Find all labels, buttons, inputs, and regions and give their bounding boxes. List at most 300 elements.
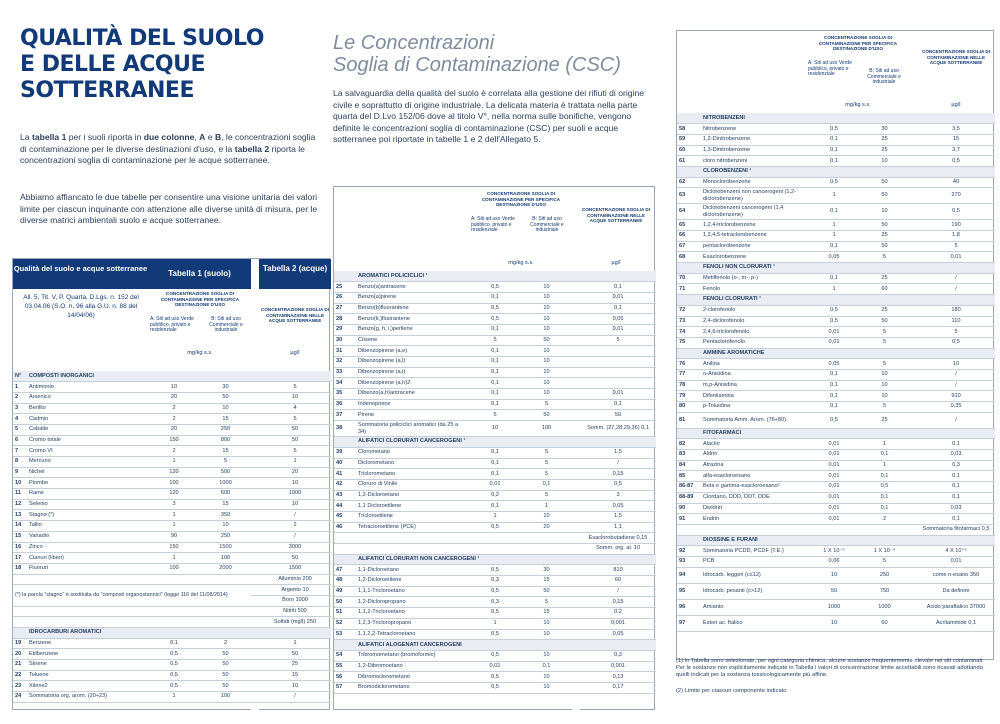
value-col-b: 250 [200, 531, 251, 542]
row-number: 11 [13, 489, 27, 500]
value-col-b: 0,1 [521, 479, 572, 490]
substance-name: Cadmio [27, 414, 148, 425]
table-cell [917, 535, 995, 546]
value-col-a: 0,05 [808, 359, 860, 370]
value-col-a: 2 [148, 403, 200, 414]
value-acque: / [917, 380, 995, 391]
substance-name: Tallio [27, 521, 148, 532]
row-number: 92 [677, 546, 701, 557]
column-gap [572, 271, 580, 282]
table-cell [334, 554, 356, 565]
section-row [677, 166, 995, 177]
column-gap [909, 220, 917, 231]
row-number: 75 [677, 337, 701, 348]
row-number: 55 [334, 661, 356, 672]
column-gap [251, 435, 259, 446]
row-number: 50 [334, 597, 356, 608]
row-number: 52 [334, 618, 356, 629]
value-col-a: 0,3 [469, 597, 521, 608]
value-col-a: 1 [808, 188, 860, 204]
value-acque: 0,001 [580, 661, 656, 672]
value-col-a: 0,5 [469, 672, 521, 683]
row-number: 9 [13, 467, 27, 478]
table-row [334, 522, 656, 533]
substance-name: Indenopirene [356, 399, 469, 410]
value-col-b: 5 [521, 399, 572, 410]
value-col-b: 100 [521, 421, 572, 437]
column-gap [251, 617, 259, 628]
column-gap [909, 514, 917, 525]
table-row [334, 469, 656, 480]
extra-acque-value: Boro 1000 [259, 595, 331, 606]
value-col-a: 1 [148, 553, 200, 564]
table-cell [677, 535, 701, 546]
row-number: 70 [677, 273, 701, 284]
value-col-a: 1 [469, 618, 521, 629]
substance-name: Esaclorobenzene [701, 252, 808, 263]
table-cell [677, 295, 701, 306]
value-acque: Somm. (27,28,29,36) 0,1 [580, 421, 656, 437]
value-acque: 0,5 [580, 479, 656, 490]
value-acque: 0,1 [917, 492, 995, 503]
footnote-2: (2) Limite per ciascun componente indicato [676, 688, 787, 694]
row-number: 42 [334, 479, 356, 490]
substance-name: Pirene [356, 410, 469, 421]
substance-name: Benzo(a)pirene [356, 292, 469, 303]
substance-name: Aldrin [701, 450, 808, 461]
column-gap [572, 608, 580, 619]
column-gap [572, 565, 580, 576]
value-col-b: 25 [860, 273, 909, 284]
table-row [677, 231, 995, 242]
table-row [13, 499, 331, 510]
column-gap [572, 672, 580, 683]
table-row [334, 533, 656, 544]
value-col-b: 5 [860, 359, 909, 370]
substance-name: PCB [701, 556, 808, 567]
table-cell [580, 437, 656, 448]
column-gap [909, 412, 917, 428]
table-cell [334, 271, 356, 282]
table-row [13, 649, 331, 660]
value-col-a: 0,01 [808, 439, 860, 450]
row-number: 73 [677, 316, 701, 327]
table-row [334, 324, 656, 335]
value-col-b: 10 [521, 618, 572, 629]
table-cell [13, 617, 251, 628]
row-number: 43 [334, 490, 356, 501]
value-acque: 0,1 [917, 514, 995, 525]
column-gap [909, 369, 917, 380]
title-line: SOTTERRANEE [20, 78, 194, 103]
value-acque: / [917, 273, 995, 284]
value-col-a: 0,5 [469, 565, 521, 576]
table-row [677, 492, 995, 503]
extra-acque-value: Argento 10 [259, 585, 331, 596]
value-col-b: 1 [860, 460, 909, 471]
value-col-a: 0,01 [808, 492, 860, 503]
column-gap [572, 586, 580, 597]
substance-name: 1,2-Dicloropropano [356, 597, 469, 608]
column-gap [251, 382, 259, 393]
value-col-b: 10 [521, 629, 572, 640]
column-gap [251, 521, 259, 532]
value-acque: 1 [259, 457, 331, 468]
table-row [13, 489, 331, 500]
substance-name: 1,1,2-Tricloroetano [356, 608, 469, 619]
row-number: 26 [334, 292, 356, 303]
value-acque: 0,01 [580, 389, 656, 400]
value-col-a: 0,01 [808, 460, 860, 471]
column-gap [251, 585, 259, 596]
table-row [677, 359, 995, 370]
value-col-a: 0,01 [808, 327, 860, 338]
value-acque [580, 357, 656, 368]
value-col-b: 0,5 [860, 482, 909, 493]
value-col-b: 25 [860, 231, 909, 242]
value-col-a: 0,5 [469, 586, 521, 597]
table-cell [580, 554, 656, 565]
table-row [13, 457, 331, 468]
value-col-a: 10 [148, 382, 200, 393]
table-row [677, 124, 995, 135]
column-gap [909, 124, 917, 135]
table-row [334, 618, 656, 629]
value-col-b: 30 [521, 565, 572, 576]
column-gap [572, 378, 580, 389]
value-col-b: 10 [860, 391, 909, 402]
section-row [677, 348, 995, 359]
row-number: 94 [677, 567, 701, 583]
column-gap [251, 467, 259, 478]
value-col-b: 1 [860, 439, 909, 450]
value-col-a: 100 [148, 478, 200, 489]
table-row [677, 460, 995, 471]
column-gap [251, 371, 259, 382]
value-acque: Acrilammide 0,1 [917, 615, 995, 631]
table-row [677, 156, 995, 167]
value-col-a: 0,01 [808, 471, 860, 482]
row-number: 33 [334, 367, 356, 378]
substance-name: 1,1-Dicloroetano [356, 565, 469, 576]
table-row [334, 544, 656, 555]
value-col-a: 0,5 [148, 660, 200, 671]
value-col-a: 0,01 [469, 661, 521, 672]
table-cell [334, 544, 572, 555]
table-1-block [12, 258, 330, 710]
csc-suolo-label: CONCENTRAZIONE SOGLIA DI CONTAMINAZIONE PER SPECIFICA DESTINAZIONE D'USO [160, 291, 240, 308]
column-gap [572, 389, 580, 400]
column-gap [572, 447, 580, 458]
section-row [13, 371, 331, 382]
substance-name: Nichel [27, 467, 148, 478]
intro-left-1: La tabella 1 per i suoli riporta in due colonne, A e B, le concentrazioni soglia di contaminazione per le diverse destinazioni d'uso, e la tabella 2 riporta le concentrazioni soglia di contaminazione per le acque sotterranee. [20, 132, 316, 166]
column-gap [572, 458, 580, 469]
row-number: 30 [334, 335, 356, 346]
column-gap [909, 284, 917, 295]
value-col-b: 2 [200, 638, 251, 649]
value-col-b: 50 [860, 241, 909, 252]
substance-name: 1,2,4-triclorobenzene [701, 220, 808, 231]
substance-name: 1,2,3-Tricloropropano [356, 618, 469, 629]
column-gap [251, 531, 259, 542]
header-qualita: Qualità del suolo e acque sotterranee [13, 259, 148, 289]
value-col-b: 10 [521, 357, 572, 368]
value-col-b: 50 [860, 177, 909, 188]
table-row [334, 661, 656, 672]
value-acque: 0,01 [580, 292, 656, 303]
value-acque: 40 [917, 177, 995, 188]
value-acque: 5 [259, 382, 331, 393]
substance-name: Sommatoria PCDD, PCDF (T.E.) [701, 546, 808, 557]
column-gap [572, 490, 580, 501]
value-col-b: 10 [521, 672, 572, 683]
column-gap [572, 501, 580, 512]
column-gap [572, 282, 580, 293]
value-acque: 1000 [259, 489, 331, 500]
col-b-label: B: Siti ad uso Commerciale e industriale [209, 316, 243, 334]
table-row [677, 583, 995, 599]
value-col-a: 0,5 [469, 682, 521, 693]
value-acque: 0,03 [917, 450, 995, 461]
value-acque: 0,5 [917, 204, 995, 220]
substance-name: Dibenzopirene (a,i) [356, 367, 469, 378]
value-acque: 810 [580, 565, 656, 576]
column-gap [572, 303, 580, 314]
section-label: ALIFATICI CLORURATI NON CANCEROGENI ¹ [356, 554, 572, 565]
substance-name: pentaclorobenzene [701, 241, 808, 252]
value-acque: 0,03 [917, 503, 995, 514]
column-gap [251, 542, 259, 553]
value-col-b: 25 [860, 134, 909, 145]
value-col-a: 1 X 10⁻⁵ [808, 546, 860, 557]
column-gap [572, 314, 580, 325]
substance-name: Pentaclorofenolo [701, 337, 808, 348]
value-col-b: 30 [200, 382, 251, 393]
csc-acque-label: CONCENTRAZIONE SOGLIA DI CONTAMINAZIONE NELLE ACQUE SOTTERRANEE [582, 207, 650, 224]
column-gap [251, 424, 259, 435]
substance-name: Monoclorobenzene [701, 177, 808, 188]
value-acque: 3000 [259, 542, 331, 553]
value-col-a: 0,5 [469, 608, 521, 619]
column-gap [251, 692, 259, 703]
table-row [13, 446, 331, 457]
row-number: 80 [677, 402, 701, 413]
substance-name: Difenilamina [701, 391, 808, 402]
substance-name: Esteri ac. ftalico [701, 615, 808, 631]
value-acque: 190 [917, 220, 995, 231]
row-number: 34 [334, 378, 356, 389]
value-col-a: 3 [148, 499, 200, 510]
column-gap [251, 574, 259, 585]
value-col-a: 120 [148, 489, 200, 500]
substance-name: Idrocarb. pesanti (c>12) [701, 583, 808, 599]
column-gap [909, 492, 917, 503]
value-col-b: 30 [860, 124, 909, 135]
value-acque: 15 [917, 134, 995, 145]
table-row [334, 586, 656, 597]
value-acque: / [259, 531, 331, 542]
value-acque: / [917, 412, 995, 428]
value-acque: 0,1 [580, 282, 656, 293]
column-gap [572, 479, 580, 490]
table-cell: (*) la parola "stagno" è sostituita da "composti organostannici" (legge 116 del 11/08/2014) [13, 585, 251, 606]
column-gap [251, 403, 259, 414]
value-col-b: 5 [521, 447, 572, 458]
column-gap [572, 437, 580, 448]
row-number: 44 [334, 501, 356, 512]
table-row [677, 524, 995, 535]
value-col-a: 0,1 [469, 469, 521, 480]
substance-name: Selenio [27, 499, 148, 510]
value-col-a: 0,1 [808, 380, 860, 391]
value-col-a: 0,1 [469, 378, 521, 389]
row-number: 54 [334, 650, 356, 661]
table-row [334, 490, 656, 501]
value-acque: 0,2 [580, 608, 656, 619]
column-gap [909, 231, 917, 242]
substance-name: Mercurio [27, 457, 148, 468]
value-col-a: 2 [148, 414, 200, 425]
table-row [334, 378, 656, 389]
value-acque: 270 [917, 188, 995, 204]
column-gap [572, 346, 580, 357]
table-row [677, 134, 995, 145]
row-number: 83 [677, 450, 701, 461]
table-row [677, 241, 995, 252]
value-col-b: 2000 [200, 563, 251, 574]
value-col-a: 0,1 [808, 145, 860, 156]
value-col-b: 10 [200, 521, 251, 532]
value-col-b: 10 [521, 324, 572, 335]
page-title [20, 26, 320, 104]
value-acque: / [580, 586, 656, 597]
value-col-b: 25 [860, 305, 909, 316]
substance-name: Triclorometano [356, 469, 469, 480]
value-acque: 0,01 [917, 556, 995, 567]
table-cell [917, 428, 995, 439]
table-row [334, 346, 656, 357]
subtitle-line: Soglia di Contaminazione (CSC) [333, 54, 621, 76]
value-col-a: 0,5 [469, 314, 521, 325]
section-row [677, 535, 995, 546]
column-gap [572, 410, 580, 421]
row-number: 41 [334, 469, 356, 480]
value-acque: 50 [580, 410, 656, 421]
value-col-b: 5 [860, 327, 909, 338]
col-b-label: B: Siti ad uso Commerciale e industriale [530, 216, 564, 234]
value-acque: 50 [259, 424, 331, 435]
value-col-a: 0,5 [808, 412, 860, 428]
extra-acque-value: Solfati (mg/l) 250 [259, 617, 331, 628]
value-col-b: 500 [200, 467, 251, 478]
substance-name: Cromo totale [27, 435, 148, 446]
row-number: 57 [334, 682, 356, 693]
value-acque: 0,1 [917, 482, 995, 493]
intro-right: La salvaguardia della qualità del suolo è correlata alla gestione dei rifiuti di origine civile e soprattutto di origine industriale. La delicata materia è trattata nella parte quarta del D.Lvo 152/06 dove al titolo V°, nella norma sulle bonifiche, vengono definite le concentrazioni soglia di contaminazione (CSC) per suoli e acque sotterranee poi riportate in tabelle 1 e 2 dell'Allegato 5. [333, 88, 645, 145]
table-row [677, 327, 995, 338]
value-acque: 1,8 [917, 231, 995, 242]
value-acque: 4 X 10⁻⁶ [917, 546, 995, 557]
value-col-a: 10 [808, 615, 860, 631]
column-gap [909, 460, 917, 471]
value-acque: / [580, 458, 656, 469]
value-col-a: 5 [469, 335, 521, 346]
value-acque: 10 [917, 359, 995, 370]
table-row [334, 511, 656, 522]
row-number: 1 [13, 382, 27, 393]
value-col-a: 0,1 [808, 134, 860, 145]
row-number: 23 [13, 681, 27, 692]
substance-name: Benzo(g, h, i,)perilene [356, 324, 469, 335]
csc-suolo-label: CONCENTRAZIONE SOGLIA DI CONTAMINAZIONE PER SPECIFICA DESTINAZIONE D'USO [481, 191, 561, 208]
substance-name: Etilbenzene [27, 649, 148, 660]
row-number: 97 [677, 615, 701, 631]
substance-name: Nitrobenzene [701, 124, 808, 135]
column-gap [909, 113, 917, 124]
value-col-a: 5 [469, 410, 521, 421]
table-row [334, 608, 656, 619]
row-number: 74 [677, 327, 701, 338]
column-gap [909, 524, 917, 535]
value-acque: 0,13 [580, 672, 656, 683]
table-row [677, 284, 995, 295]
value-col-b: 250 [860, 567, 909, 583]
substance-name: Diclorobenzeni cancerogeni (1,4 diclorobenzene) [701, 204, 808, 220]
substance-name: o-Anisidina [701, 369, 808, 380]
row-number: 15 [13, 531, 27, 542]
table-row [334, 335, 656, 346]
table-cell [677, 113, 701, 124]
value-acque [580, 378, 656, 389]
table-cell [13, 628, 27, 639]
substance-name: Berillio [27, 403, 148, 414]
value-acque: 4 [259, 403, 331, 414]
table-cell: N° [13, 371, 27, 382]
value-col-a: 0,1 [808, 369, 860, 380]
table-row [334, 303, 656, 314]
law-reference: All. 5, Tit. V, P. Quarta, D.Lgs. n. 152 del 03.04.06 (S.O. n. 96 alla G.U. n. 88 del 14/04/06) [23, 294, 139, 319]
value-acque: 3 [580, 490, 656, 501]
value-acque: 50 [259, 649, 331, 660]
value-col-a: 0,5 [148, 649, 200, 660]
value-acque: 910 [917, 391, 995, 402]
section-row [334, 271, 656, 282]
value-col-b: 0,1 [860, 503, 909, 514]
value-acque: 3,7 [917, 145, 995, 156]
column-gap [909, 359, 917, 370]
table-row [677, 220, 995, 231]
section-row [13, 628, 331, 639]
table-row [13, 414, 331, 425]
column-gap [909, 204, 917, 220]
table-row [13, 606, 331, 617]
substance-name: alfa-esacloroesano [701, 471, 808, 482]
table-row [13, 574, 331, 585]
value-col-a: 0,1 [469, 367, 521, 378]
table-cell [917, 113, 995, 124]
table-row [677, 337, 995, 348]
value-col-b: 10 [200, 403, 251, 414]
value-col-b: 10 [521, 314, 572, 325]
section-row [677, 428, 995, 439]
csc-acque-label: CONCENTRAZIONE SOGLIA DI CONTAMINAZIONE NELLE ACQUE SOTTERRANEE [261, 307, 329, 324]
table-cell [259, 371, 331, 382]
substance-name: Bromodiclorometano [356, 682, 469, 693]
value-col-b: 50 [200, 660, 251, 671]
row-number: 48 [334, 576, 356, 587]
value-acque: 0,3 [580, 650, 656, 661]
